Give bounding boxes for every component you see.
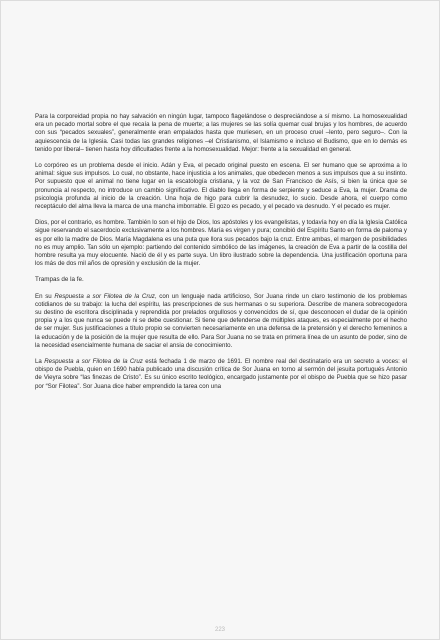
paragraph-5-body: está fechada 1 de marzo de 1691. El nombre real del destinatario era un secreto a voces: el obispo de Puebla, quien en 1690 había publicado una discusión crítica de Sor Juana en torno al sermón del jesuita portugués Antonio de Vieyra sobre “las finezas de Cristo”. Es su único escrito teológico, encargado justamente por el obispo de Puebla que se hizo pasar por “Sor Filotea”. Sor Juana dice haber emprendido la tarea con una [35,358,407,390]
body-text [35,113,407,399]
paragraph-5-intro: La [35,358,45,366]
paragraph-4 [35,293,407,350]
paragraph-1: Para la corporeidad propia no hay salvación en ningún lugar, tampoco flagelándose o despreciándose a sí mismo. La homosexualidad era un pecado mortal sobre el que recaía la pena de muerte; a las mujeres se las solía quemar cual brujas y los hombres, de acuerdo con sus “pecados sexuales”, generalmente eran empalados hasta que muriesen, en un proceso cruel –lento, pero seguro–. Con la aquiescencia de la Iglesia. Casi todas las grandes religiones –el Cristianismo, el Islamismo e incluso el Budismo, que en lo demás es tenido por liberal– tienen hasta hoy dificultades frente a la homosexualidad. Mejor: frente a la sexualidad en general. [35,113,407,153]
work-title: Respuesta a sor Filotea de la Cruz [44,358,143,366]
work-title: Respuesta a sor Filotea de la Cruz [54,292,155,300]
paragraph-3: Dios, por el contrario, es hombre. También lo son el hijo de Dios, los apóstoles y los evangelistas, y todavía hoy en día la Iglesia Católica sigue reservando el sacerdocio exclusivamente a los hombres. María es virgen y pura; concibió del Espíritu Santo en forma de paloma y es por ello la madre de Dios. María Magdalena es una puta que llora sus pecados bajo la cruz. Entre ambas, el margen de posibilidades no es muy amplio. Tan sólo un ejemplo: partiendo del contenido simbólico de las imágenes, la creación de Eva a partir de la costilla del hombre resulta ya muy elocuente. Nació de él y es parte suya. Un libro ilustrado sobre la dependencia. Una justificación oportuna para los más de dos mil años de opresión y exclusión de la mujer. [35,219,407,268]
page-number: 223 [214,627,225,633]
paragraph-2: Lo corpóreo es un problema desde el inicio. Adán y Eva, el pecado original puesto en escena. El ser humano que se aproxima a lo animal: sigue sus impulsos. Lo cual, no obstante, hace injusticia a los animales, que obedecen menos a sus impulsos que a su instinto. Por supuesto que el animal no tiene lugar en la escatología cristiana, y la voz de San Francisco de Asís, si bien la única que se pronuncia al respecto, no introduce un cambio significativo. El diablo llega en forma de serpiente y seduce a Eva, la mujer. Drama de psicología profunda al inicio de la creación. Una hoja de higo para cubrir la desnudez, lo sucio. Desde ahora, el cuerpo como receptáculo del alma lleva la marca de una mancha imborrable. El gozo es pecado, y el pecado va desnudo. Y el pecado es mujer. [35,162,407,211]
section-heading: Trampas de la fe. [35,276,84,284]
paragraph-4-body: , con un lenguaje nada artificioso, Sor Juana rinde un claro testimonio de los problemas cotidianos de su trabajo: la lucha del espíritu, las prescripciones de sus hermanas o su superiora. Describe de manera sobrecogedora su destino de escritora disciplinada y reprendida por prelados orgullosos y convencidos de sí, que desconocen el dudar de la opinión propia y a los que nunca se puede ni se debe cuestionar. Si tiene que defenderse de múltiples ataques, es especialmente por el hecho de ser mujer. Sus justificaciones a título propio se convierten necesariamente en una defensa de la pretensión y el derecho femeninos a la educación y de la posición de la mujer que resulta de ello. Para Sor Juana no se trata en primera línea de un asunto de poder, sino de la necesidad esencialmente humana de saciar el ansia de conocimiento. [35,292,407,349]
paragraph-5 [35,358,407,391]
paragraph-4-intro: En su [35,292,55,300]
